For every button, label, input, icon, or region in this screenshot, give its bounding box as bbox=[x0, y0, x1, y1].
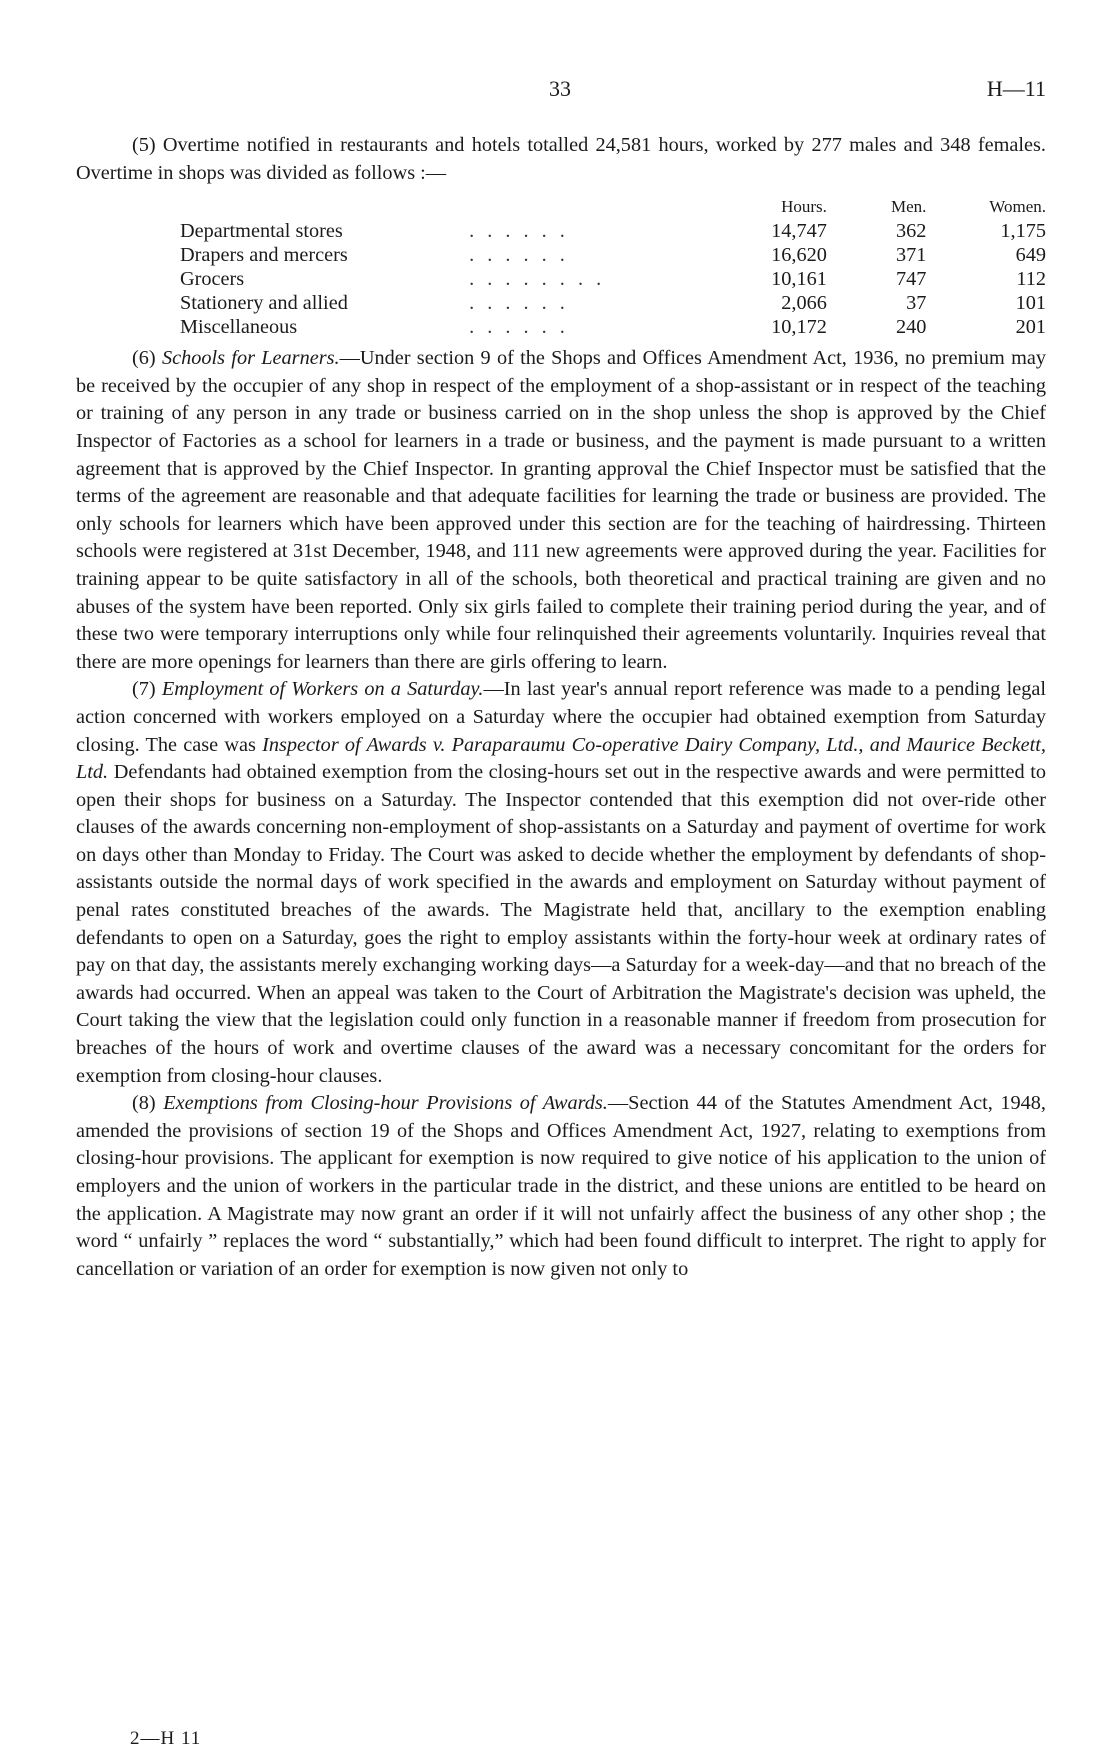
overtime-table bbox=[76, 195, 1046, 339]
section-heading: Exemptions from Closing-hour Provisions of Awards. bbox=[163, 1092, 608, 1115]
table-row bbox=[76, 315, 1046, 339]
hours-value: 10,172 bbox=[771, 316, 827, 339]
hours-value: 14,747 bbox=[771, 220, 827, 243]
leader-dots: . . . . . . bbox=[469, 220, 569, 243]
paragraph-body: —Under section 9 of the Shops and Offices Amendment Act, 1936, no premium may be received by the occupier of any shop in respect of the employment of a shop-assistant or in respect of the teaching or training of any person in any trade or business carried on in the shop unless the shop is approved by the Chief Inspector of Factories as a school for learners in a trade or business, and the payment is made pursuant to a written agreement that is approved by the Chief Inspector. In granting approval the Chief Inspector must be satisfied that the terms of the agreement are reasonable and that adequate facilities for learning the trade or business are provided. The only schools for learners which have been approved under this section are for the teaching of hairdressing. Thirteen schools were registered at 31st December, 1948, and 111 new agreements were approved during the year. Facilities for training appear to be quite satisfactory in all of the schools, both theoretical and practical training are given and no abuses of the system have been reported. Only six girls failed to complete their training period during the year, and of these two were temporary interruptions only while four relinquished their agreements voluntarily. Inquiries reveal that there are more openings for learners than there are girls offering to learn. bbox=[76, 347, 1046, 673]
paragraph-body: —Section 44 of the Statutes Amendment Act, 1948, amended the provisions of section 19 of the Shops and Offices Amendment Act, 1927, relating to exemptions from closing-hour provisions. The applicant for exemption is now required to give notice of his application to the union of employers and the union of workers in the particular trade in the district, and these unions are entitled to be heard on the application. A Magistrate may now grant an order if it will not unfairly affect the business of any other shop ; the word “ unfairly ” replaces the word “ substantially,” which had been found difficult to interpret. The right to apply for cancellation or variation of an order for exemption is now given not only to bbox=[76, 1092, 1046, 1280]
men-value: 240 bbox=[896, 316, 927, 339]
case-name: Inspector of Awards v. Paraparaumu Co-operative Dairy Company, Ltd., and Maurice Beckett, Ltd. bbox=[76, 733, 1046, 784]
women-value: 1,175 bbox=[1000, 220, 1046, 243]
header-hours: Hours. bbox=[781, 197, 827, 217]
hours-value: 10,161 bbox=[771, 268, 827, 291]
paragraph-8 bbox=[76, 1090, 1046, 1283]
header-women: Women. bbox=[989, 197, 1046, 217]
paragraph-6 bbox=[76, 345, 1046, 676]
paragraph-5-intro: (5) Overtime notified in restaurants and hotels totalled 24,581 hours, worked by 277 males and 348 females. Overtime in shops was divided as follows :— bbox=[76, 134, 1046, 184]
row-label: Stationery and allied bbox=[180, 292, 348, 315]
men-value: 747 bbox=[896, 268, 927, 291]
document-body bbox=[76, 132, 1046, 1283]
leader-dots: . . . . . . bbox=[469, 292, 569, 315]
overtime-table-header bbox=[76, 195, 1046, 219]
row-label: Departmental stores bbox=[180, 220, 343, 243]
page-number: 33 bbox=[549, 76, 571, 101]
men-value: 362 bbox=[896, 220, 927, 243]
women-value: 649 bbox=[1015, 244, 1046, 267]
hours-value: 2,066 bbox=[781, 292, 827, 315]
table-row bbox=[76, 219, 1046, 243]
leader-dots: . . . . . . . . bbox=[469, 268, 606, 291]
table-row bbox=[76, 243, 1046, 267]
men-value: 37 bbox=[906, 292, 927, 315]
row-label: Miscellaneous bbox=[180, 316, 298, 339]
header-men: Men. bbox=[891, 197, 927, 217]
leader-dots: . . . . . . bbox=[469, 244, 569, 267]
page-reference: H—11 bbox=[986, 76, 1046, 101]
section-heading: Schools for Learners. bbox=[161, 347, 340, 370]
men-value: 371 bbox=[896, 244, 927, 267]
women-value: 112 bbox=[1016, 268, 1046, 291]
row-label: Grocers bbox=[180, 268, 245, 291]
section-heading: Employment of Workers on a Saturday. bbox=[161, 678, 484, 701]
paragraph-body-end: Defendants had obtained exemption from the closing-hours set out in the respective awards and were permitted to open their shops for business on a Saturday. The Inspector contended that this exemption did not over-ride other clauses of the awards concerning non-employment of shop-assistants on a Saturday and payment of overtime for work on days other than Monday to Friday. The Court was asked to decide whether the employment by defendants of shop-assistants outside the normal days of work specified in the awards and employment on Saturday without payment of penal rates constituted breaches of the awards. The Magistrate held that, ancillary to the exemption enabling defendants to open on a Saturday, goes the right to employ assistants within the forty-hour week at ordinary rates of pay on that day, the assistants merely exchanging working days—a Saturday for a week-day—and that no breach of the awards had occurred. When an appeal was taken to the Court of Arbitration the Magistrate's decision was upheld, the Court taking the view that the legislation could only function in a reasonable manner if freedom from prosecution for breaches of the hours of work and overtime clauses of the award was a necessary concomitant for the orders for exemption from closing-hour clauses. bbox=[76, 761, 1046, 1087]
printer-signature: 2—H 11 bbox=[130, 1728, 202, 1749]
paragraph-number: (8) bbox=[132, 1092, 156, 1115]
table-row bbox=[76, 267, 1046, 291]
paragraph-number: (7) bbox=[132, 678, 156, 701]
leader-dots: . . . . . . bbox=[469, 316, 569, 339]
row-label: Drapers and mercers bbox=[180, 244, 348, 267]
table-row bbox=[76, 291, 1046, 315]
hours-value: 16,620 bbox=[771, 244, 827, 267]
paragraph-7 bbox=[76, 676, 1046, 1090]
paragraph-body-start: —In last year's annual report reference was made to a pending legal action concerned with workers employed on a Saturday where the occupier had obtained exemption from Saturday closing. The case was bbox=[76, 678, 1046, 756]
women-value: 101 bbox=[1015, 292, 1046, 315]
paragraph-number: (6) bbox=[132, 347, 156, 370]
women-value: 201 bbox=[1015, 316, 1046, 339]
